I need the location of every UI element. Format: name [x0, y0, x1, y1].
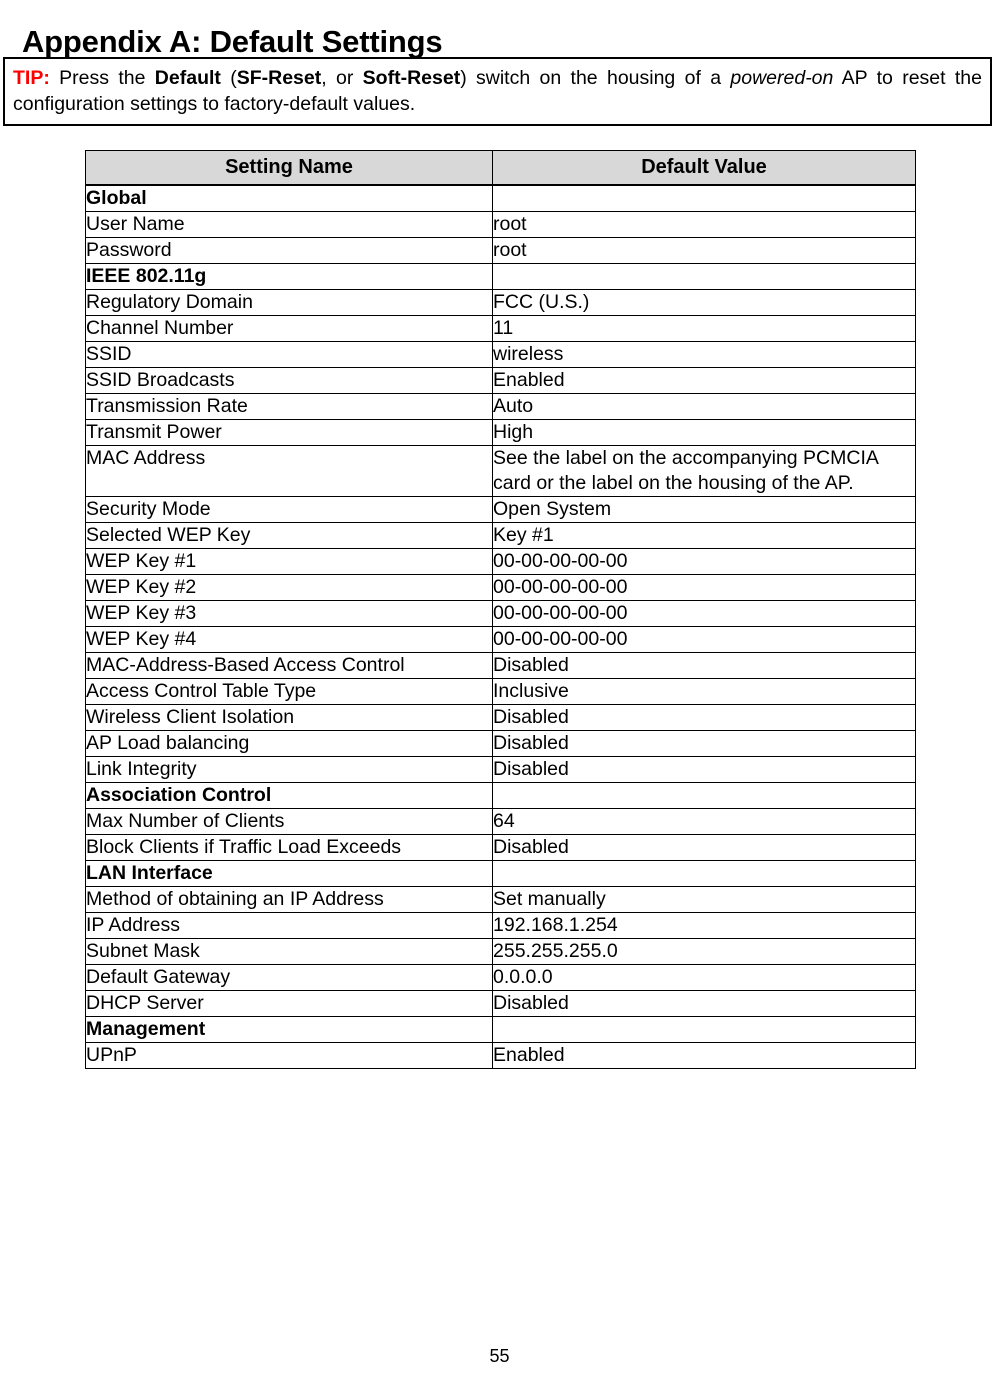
table-row	[86, 549, 916, 575]
table-row	[86, 679, 916, 705]
default-value-cell: Enabled	[493, 1043, 916, 1069]
default-value-cell: Disabled	[493, 731, 916, 757]
tip-italic-powered-on: powered-on	[730, 67, 834, 89]
setting-name-cell: Association Control	[86, 783, 493, 809]
table-row	[86, 783, 916, 809]
setting-name-cell: Block Clients if Traffic Load Exceeds	[86, 835, 493, 861]
tip-label: TIP:	[13, 67, 50, 89]
table-row	[86, 653, 916, 679]
setting-name-cell: Regulatory Domain	[86, 290, 493, 316]
table-row	[86, 991, 916, 1017]
table-row	[86, 913, 916, 939]
table-row	[86, 757, 916, 783]
default-value-cell: root	[493, 238, 916, 264]
default-value-cell: Disabled	[493, 705, 916, 731]
setting-name-cell: Transmission Rate	[86, 394, 493, 420]
setting-name-cell: Management	[86, 1017, 493, 1043]
setting-name-cell: Default Gateway	[86, 965, 493, 991]
default-value-cell: Open System	[493, 497, 916, 523]
default-value-cell	[493, 861, 916, 887]
table-row	[86, 887, 916, 913]
setting-name-cell: SSID Broadcasts	[86, 368, 493, 394]
default-value-cell: 255.255.255.0	[493, 939, 916, 965]
setting-name-cell: DHCP Server	[86, 991, 493, 1017]
default-value-cell	[493, 1017, 916, 1043]
table-row	[86, 446, 916, 497]
setting-name-cell: Subnet Mask	[86, 939, 493, 965]
page-number: 55	[489, 1346, 510, 1366]
default-value-cell: 64	[493, 809, 916, 835]
setting-name-cell: MAC-Address-Based Access Control	[86, 653, 493, 679]
setting-name-cell: MAC Address	[86, 446, 493, 497]
default-value-cell	[493, 264, 916, 290]
default-value-cell: Inclusive	[493, 679, 916, 705]
table-row	[86, 316, 916, 342]
table-header-row	[86, 151, 916, 186]
tip-callout-box	[3, 57, 992, 126]
setting-name-cell: Password	[86, 238, 493, 264]
default-value-cell: 0.0.0.0	[493, 965, 916, 991]
setting-name-cell: Max Number of Clients	[86, 809, 493, 835]
table-body	[86, 185, 916, 1069]
column-header-default-value: Default Value	[493, 151, 916, 186]
table-row	[86, 420, 916, 446]
setting-name-cell: WEP Key #1	[86, 549, 493, 575]
default-value-cell: See the label on the accompanying PCMCIA card or the label on the housing of the AP.	[493, 446, 916, 497]
default-value-cell: 00-00-00-00-00	[493, 575, 916, 601]
setting-name-cell: Access Control Table Type	[86, 679, 493, 705]
setting-name-cell: Global	[86, 185, 493, 212]
page-title: Appendix A: Default Settings	[22, 23, 443, 59]
setting-name-cell: Method of obtaining an IP Address	[86, 887, 493, 913]
table-row	[86, 601, 916, 627]
default-value-cell: High	[493, 420, 916, 446]
table-row	[86, 627, 916, 653]
tip-bold-default: Default	[154, 67, 221, 89]
table-row	[86, 731, 916, 757]
default-value-cell: 00-00-00-00-00	[493, 601, 916, 627]
table-row	[86, 835, 916, 861]
table-row	[86, 705, 916, 731]
setting-name-cell: UPnP	[86, 1043, 493, 1069]
table-row	[86, 861, 916, 887]
default-value-cell: Disabled	[493, 835, 916, 861]
default-value-cell: root	[493, 212, 916, 238]
table-row	[86, 368, 916, 394]
setting-name-cell: Security Mode	[86, 497, 493, 523]
setting-name-cell: User Name	[86, 212, 493, 238]
default-value-cell: Disabled	[493, 991, 916, 1017]
setting-name-cell: WEP Key #4	[86, 627, 493, 653]
default-value-cell: Set manually	[493, 887, 916, 913]
table-row	[86, 264, 916, 290]
default-value-cell	[493, 783, 916, 809]
table-row	[86, 394, 916, 420]
default-value-cell: FCC (U.S.)	[493, 290, 916, 316]
tip-text-segment-2: (	[220, 67, 237, 89]
tip-bold-sf-reset: SF-Reset	[236, 67, 322, 89]
column-header-setting-name: Setting Name	[86, 151, 493, 186]
tip-text-segment-1: Press the	[49, 67, 155, 89]
table-row	[86, 290, 916, 316]
default-value-cell: 00-00-00-00-00	[493, 627, 916, 653]
setting-name-cell: LAN Interface	[86, 861, 493, 887]
setting-name-cell: Transmit Power	[86, 420, 493, 446]
default-value-cell: Disabled	[493, 757, 916, 783]
setting-name-cell: AP Load balancing	[86, 731, 493, 757]
default-value-cell	[493, 185, 916, 212]
setting-name-cell: Channel Number	[86, 316, 493, 342]
table-row	[86, 939, 916, 965]
table-row	[86, 238, 916, 264]
default-settings-table	[85, 150, 916, 1069]
table-row	[86, 1017, 916, 1043]
table-row	[86, 185, 916, 212]
table-row	[86, 809, 916, 835]
default-value-cell: Key #1	[493, 523, 916, 549]
tip-paragraph	[13, 65, 982, 117]
table-row	[86, 497, 916, 523]
setting-name-cell: SSID	[86, 342, 493, 368]
table-row	[86, 1043, 916, 1069]
table-row	[86, 523, 916, 549]
default-value-cell: wireless	[493, 342, 916, 368]
setting-name-cell: WEP Key #2	[86, 575, 493, 601]
setting-name-cell: Wireless Client Isolation	[86, 705, 493, 731]
default-value-cell: Auto	[493, 394, 916, 420]
tip-text-segment-5: AP to reset the configuration settings to factory-default values.	[13, 67, 982, 115]
tip-bold-soft-reset: Soft-Reset	[362, 67, 461, 89]
tip-text-segment-4: ) switch on the housing of a	[460, 67, 731, 89]
tip-text-segment-3: , or	[321, 67, 363, 89]
table-row	[86, 212, 916, 238]
setting-name-cell: IP Address	[86, 913, 493, 939]
setting-name-cell: Link Integrity	[86, 757, 493, 783]
default-value-cell: Enabled	[493, 368, 916, 394]
default-value-cell: Disabled	[493, 653, 916, 679]
default-value-cell: 11	[493, 316, 916, 342]
default-value-cell: 00-00-00-00-00	[493, 549, 916, 575]
setting-name-cell: IEEE 802.11g	[86, 264, 493, 290]
table-row	[86, 342, 916, 368]
setting-name-cell: WEP Key #3	[86, 601, 493, 627]
setting-name-cell: Selected WEP Key	[86, 523, 493, 549]
default-value-cell: 192.168.1.254	[493, 913, 916, 939]
table-row	[86, 965, 916, 991]
table-row	[86, 575, 916, 601]
